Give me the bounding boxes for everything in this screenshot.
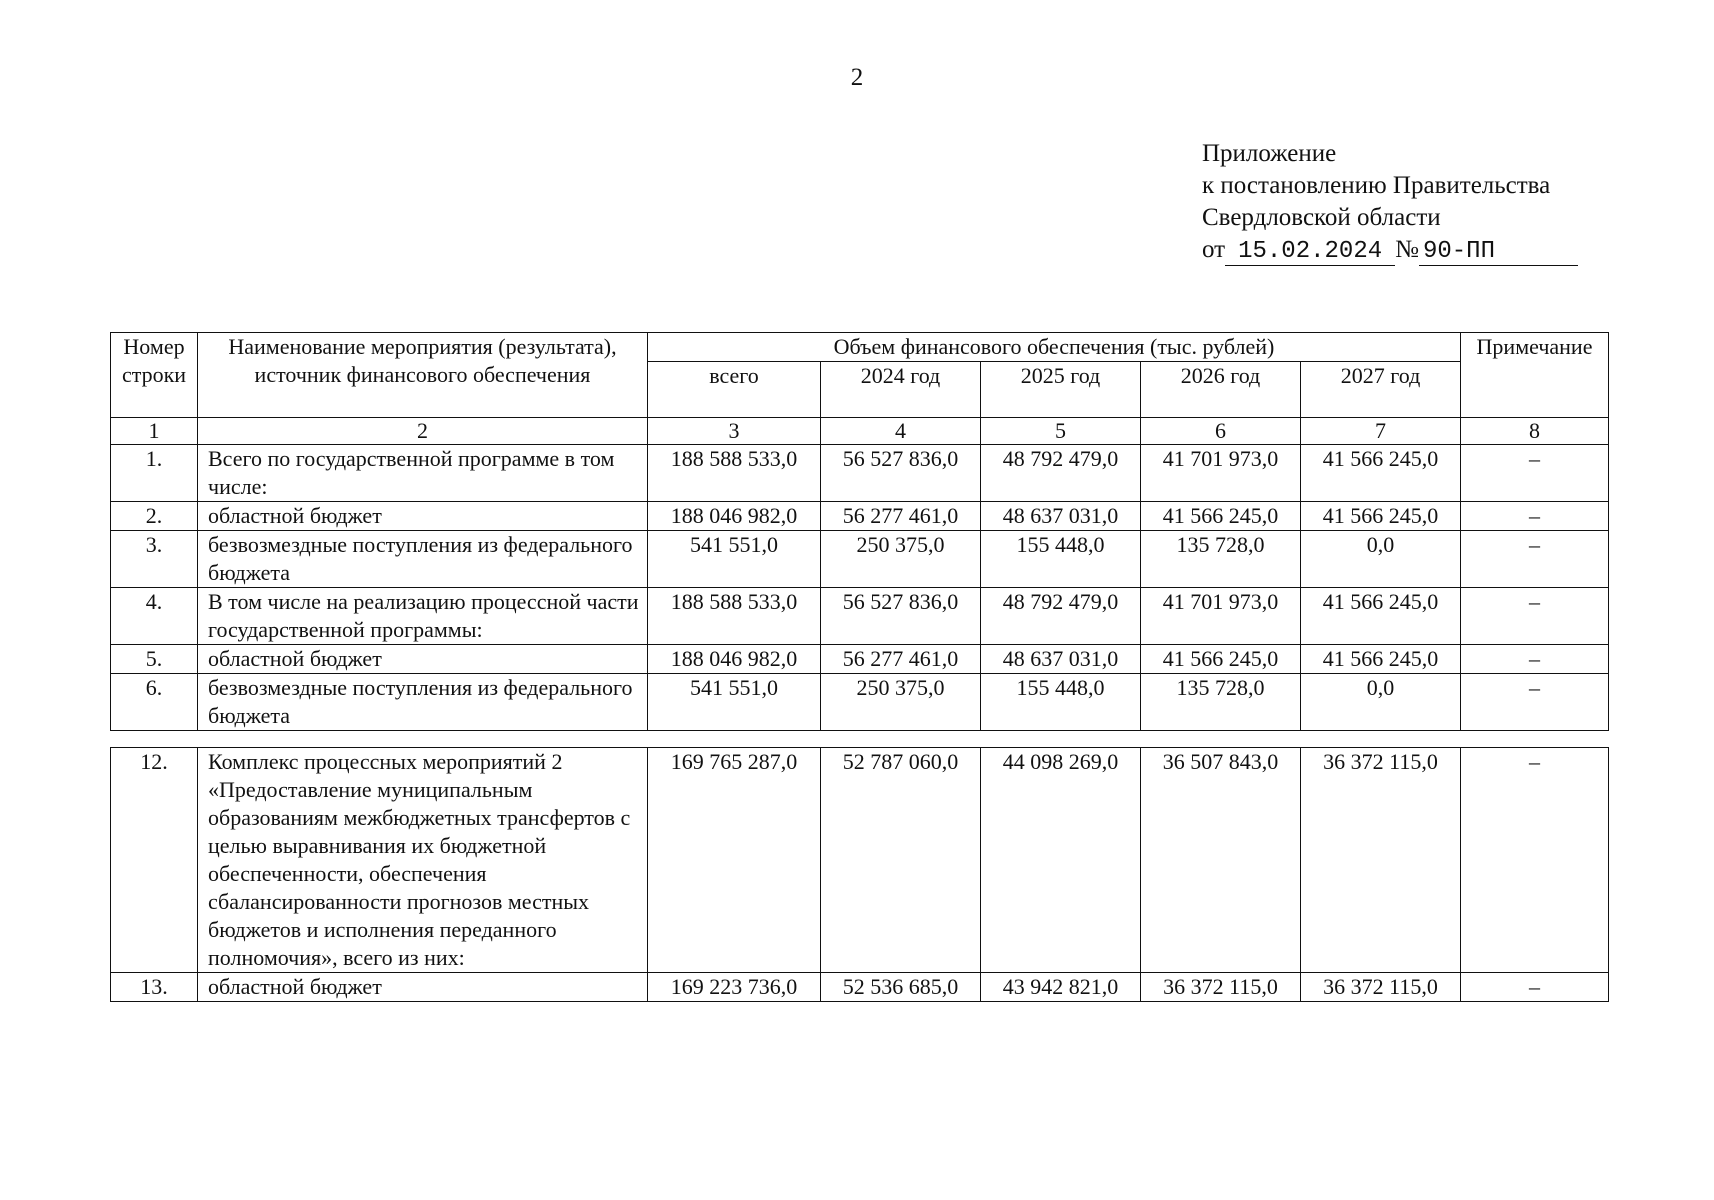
cell-2026: 41 701 973,0 [1141,588,1301,645]
cell-2026: 36 372 115,0 [1141,973,1301,1002]
row-number: 1. [111,445,198,502]
row-name: областной бюджет [198,973,648,1002]
column-number: 2 [198,418,648,445]
column-number: 7 [1301,418,1461,445]
cell-2027: 41 566 245,0 [1301,645,1461,674]
cell-2026: 41 566 245,0 [1141,502,1301,531]
cell-total: 188 588 533,0 [648,588,821,645]
cell-2027: 0,0 [1301,531,1461,588]
cell-note: – [1461,588,1609,645]
cell-total: 169 223 736,0 [648,973,821,1002]
cell-2027: 36 372 115,0 [1301,748,1461,973]
table-row [111,445,1609,502]
column-number: 6 [1141,418,1301,445]
header-name: Наименование мероприятия (результата), источник финансового обеспечения [198,333,648,418]
cell-total: 188 046 982,0 [648,502,821,531]
row-number: 2. [111,502,198,531]
appendix-line: к постановлению Правительства [1202,172,1551,199]
row-number: 13. [111,973,198,1002]
column-number: 8 [1461,418,1609,445]
header-2025: 2025 год [981,362,1141,418]
cell-2026: 135 728,0 [1141,531,1301,588]
cell-2024: 52 536 685,0 [821,973,981,1002]
date-prefix: от [1202,236,1226,263]
cell-2024: 52 787 060,0 [821,748,981,973]
cell-note: – [1461,502,1609,531]
row-name: областной бюджет [198,645,648,674]
table-row [111,748,1609,973]
row-number: 5. [111,645,198,674]
funding-table-continued [110,747,1609,1002]
header-row-number: Номер строки [111,333,198,418]
table-row [111,645,1609,674]
table-row [111,973,1609,1002]
cell-total: 169 765 287,0 [648,748,821,973]
cell-total: 188 046 982,0 [648,645,821,674]
row-name: безвозмездные поступления из федерального бюджета [198,674,648,731]
cell-2026: 41 566 245,0 [1141,645,1301,674]
header-2024: 2024 год [821,362,981,418]
table-row [111,531,1609,588]
appendix-title: Приложение [1202,140,1337,167]
appendix-date-line [1202,234,1578,266]
cell-2025: 44 098 269,0 [981,748,1141,973]
cell-2026: 41 701 973,0 [1141,445,1301,502]
cell-2027: 41 566 245,0 [1301,588,1461,645]
cell-2025: 43 942 821,0 [981,973,1141,1002]
cell-2024: 56 277 461,0 [821,645,981,674]
cell-note: – [1461,445,1609,502]
cell-note: – [1461,674,1609,731]
cell-note: – [1461,645,1609,674]
cell-note: – [1461,748,1609,973]
date-value: 15.02.2024 [1225,239,1395,266]
row-number: 12. [111,748,198,973]
row-name: В том числе на реализацию процессной части государственной программы: [198,588,648,645]
header-total: всего [648,362,821,418]
header-2027: 2027 год [1301,362,1461,418]
table-header-row [111,333,1609,362]
header-note: Примечание [1461,333,1609,418]
column-number: 4 [821,418,981,445]
cell-2024: 250 375,0 [821,674,981,731]
row-name: безвозмездные поступления из федерального бюджета [198,531,648,588]
page-number: 2 [850,64,864,91]
column-number: 1 [111,418,198,445]
cell-2024: 56 277 461,0 [821,502,981,531]
cell-2024: 56 527 836,0 [821,588,981,645]
cell-total: 541 551,0 [648,674,821,731]
row-name: Комплекс процессных мероприятий 2 «Предоставление муниципальным образованиям межбюджетных трансфертов с целью выравнивания их бюджетной обеспеченности, обеспечения сбалансированности прогнозов местных бюджетов и исполнения переданного полномочия», всего из них: [198,748,648,973]
cell-2027: 36 372 115,0 [1301,973,1461,1002]
column-number: 3 [648,418,821,445]
row-name: Всего по государственной программе в том числе: [198,445,648,502]
cell-2027: 41 566 245,0 [1301,445,1461,502]
row-name: областной бюджет [198,502,648,531]
row-number: 6. [111,674,198,731]
cell-2026: 135 728,0 [1141,674,1301,731]
cell-2025: 48 792 479,0 [981,445,1141,502]
table-row [111,588,1609,645]
cell-total: 188 588 533,0 [648,445,821,502]
cell-2025: 48 637 031,0 [981,502,1141,531]
column-number-row [111,418,1609,445]
number-prefix: № [1395,236,1419,263]
column-number: 5 [981,418,1141,445]
cell-2026: 36 507 843,0 [1141,748,1301,973]
table-row [111,674,1609,731]
header-2026: 2026 год [1141,362,1301,418]
row-number: 4. [111,588,198,645]
cell-2024: 250 375,0 [821,531,981,588]
cell-2025: 48 637 031,0 [981,645,1141,674]
cell-total: 541 551,0 [648,531,821,588]
cell-2025: 155 448,0 [981,674,1141,731]
cell-note: – [1461,973,1609,1002]
cell-2025: 155 448,0 [981,531,1141,588]
cell-2024: 56 527 836,0 [821,445,981,502]
cell-note: – [1461,531,1609,588]
cell-2027: 0,0 [1301,674,1461,731]
number-value: 90-ПП [1419,239,1578,266]
funding-table [110,332,1609,731]
appendix-block [1202,138,1578,266]
cell-2027: 41 566 245,0 [1301,502,1461,531]
table-row [111,502,1609,531]
cell-2025: 48 792 479,0 [981,588,1141,645]
row-number: 3. [111,531,198,588]
appendix-line: Свердловской области [1202,204,1441,231]
header-funding-group: Объем финансового обеспечения (тыс. рублей) [648,333,1461,362]
